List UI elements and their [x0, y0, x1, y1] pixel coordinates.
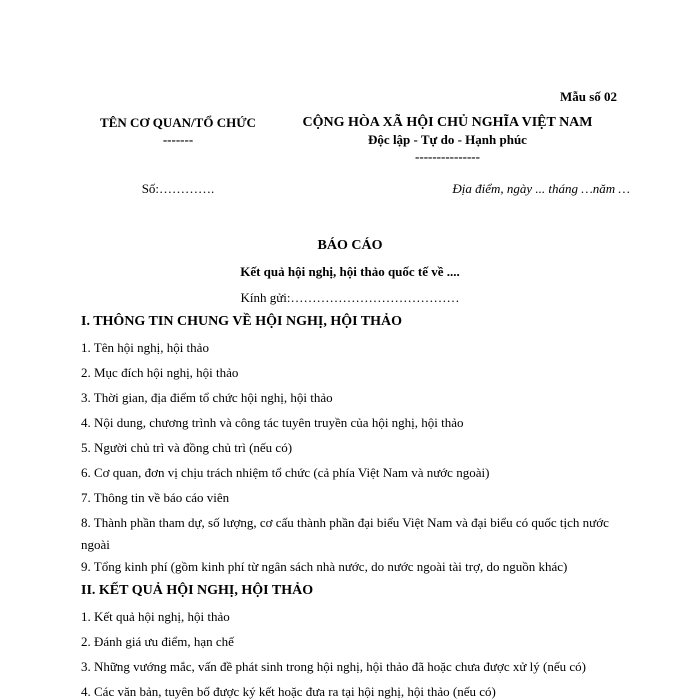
list-item: 1. Kết quả hội nghị, hội thảo: [81, 609, 230, 624]
place-and-date: Địa điểm, ngày ... tháng …năm …: [452, 181, 630, 196]
issuing-organization-header: [78, 115, 278, 148]
organization-divider: -------: [162, 132, 194, 147]
list-item: 3. Thời gian, địa điểm tổ chức hội nghị, hội thảo: [81, 390, 333, 405]
list-item: 4. Nội dung, chương trình và công tác tuyên truyền của hội nghị, hội thảo: [81, 415, 464, 430]
list-item: 2. Đánh giá ưu điểm, hạn chế: [81, 634, 234, 649]
national-header: [270, 115, 625, 165]
recipient-line: Kính gửi:…………………………………: [240, 290, 460, 305]
report-title: BÁO CÁO: [317, 238, 383, 253]
section-heading: I. THÔNG TIN CHUNG VỀ HỘI NGHỊ, HỘI THẢO: [81, 314, 403, 329]
list-item: 9. Tổng kinh phí (gồm kinh phí từ ngân sách nhà nước, do nước ngoài tài trợ, do nguồn khác): [81, 559, 568, 574]
list-item: 3. Những vướng mắc, vấn đề phát sinh trong hội nghị, hội thảo đã hoặc chưa được xử lý (nếu có): [81, 659, 586, 674]
list-item: 4. Các văn bản, tuyên bố được ký kết hoặc đưa ra tại hội nghị, hội thảo (nếu có): [81, 684, 496, 699]
document-number: Số:………….: [141, 181, 215, 196]
list-item: 5. Người chủ trì và đồng chủ trì (nếu có): [81, 440, 293, 455]
national-title: CỘNG HÒA XÃ HỘI CHỦ NGHĨA VIỆT NAM: [302, 115, 593, 130]
organization-name: TÊN CƠ QUAN/TỔ CHỨC: [100, 115, 256, 130]
motto-divider: ---------------: [415, 149, 480, 164]
list-item: 7. Thông tin về báo cáo viên: [81, 490, 230, 505]
section-heading: II. KẾT QUẢ HỘI NGHỊ, HỘI THẢO: [81, 583, 314, 598]
list-item: 1. Tên hội nghị, hội thảo: [81, 340, 209, 355]
national-motto: Độc lập - Tự do - Hạnh phúc: [368, 132, 527, 147]
list-item: 2. Mục đích hội nghị, hội thảo: [81, 365, 239, 380]
form-number: Mẫu số 02: [559, 89, 617, 104]
report-subtitle: Kết quả hội nghị, hội thảo quốc tế về ....: [240, 264, 460, 279]
list-item: 8. Thành phần tham dự, số lượng, cơ cấu thành phần đại biểu Việt Nam và đại biểu có quốc tịch nước ngoài: [81, 515, 609, 552]
list-item: 6. Cơ quan, đơn vị chịu trách nhiệm tổ chức (cả phía Việt Nam và nước ngoài): [81, 465, 490, 480]
